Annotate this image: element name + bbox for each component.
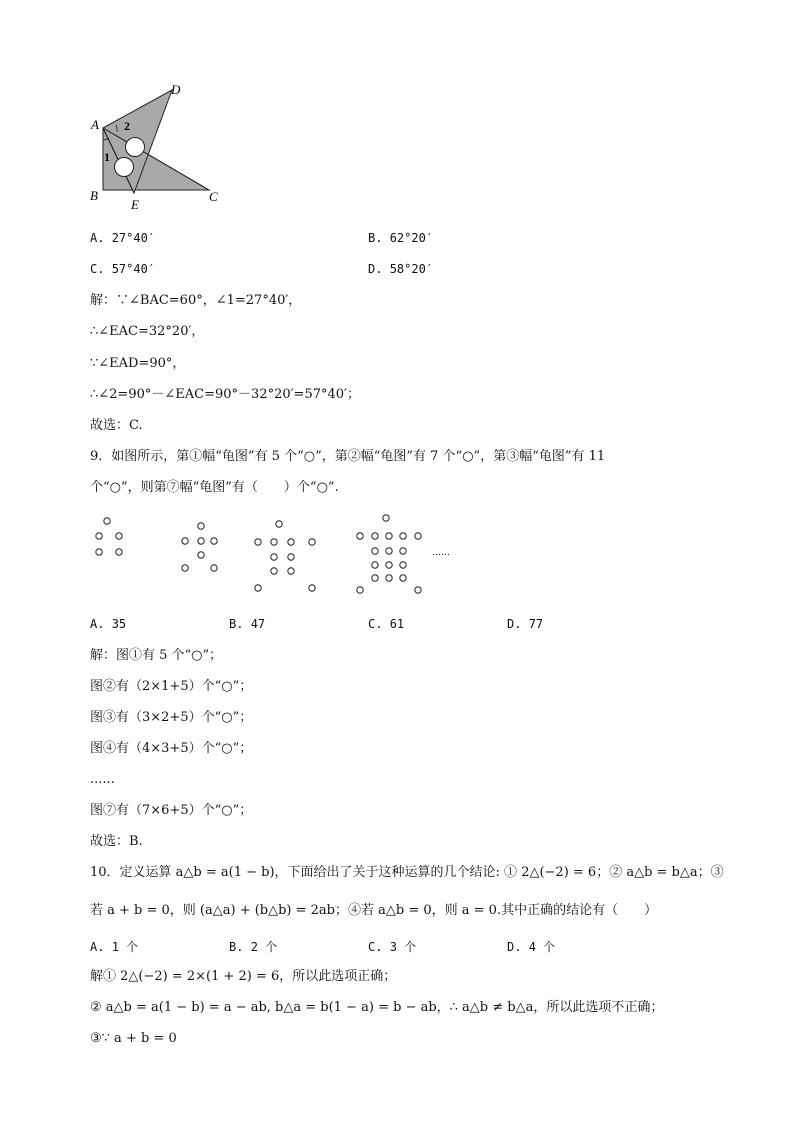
q9-option-b: [229, 617, 265, 631]
turtle-figures: [88, 510, 468, 600]
option-label: A.: [90, 231, 105, 245]
label-angle-2: 2: [124, 119, 130, 133]
q9-solution-line-1: 解：图①有 5 个“○”；: [90, 648, 223, 663]
turtle-figure-3: [255, 521, 315, 591]
option-label: C.: [90, 262, 105, 276]
option-label: B.: [229, 617, 244, 631]
q8-answer: 故选：C.: [90, 418, 143, 433]
option-label: B.: [368, 231, 383, 245]
option-value: 1 个: [111, 940, 139, 954]
label-b: B: [90, 188, 98, 203]
q9-answer: 故选：B.: [90, 834, 143, 849]
q10-solution-line-2: ② a△b = a(1 − b) = a − ab, b△a = b(1 − a) = b − ab，∴ a△b ≠ b△a，所以此选项不正确；: [90, 1000, 664, 1015]
label-e: E: [131, 197, 139, 212]
hole-circle-upper: [126, 138, 145, 157]
hole-circle-lower: [115, 158, 134, 177]
q10-option-c: [368, 938, 416, 955]
q10-solution-line-1: 解① 2△(−2) = 2×(1 + 2) = 6，所以此选项正确；: [90, 969, 397, 984]
option-value: 4 个: [528, 940, 556, 954]
q10-option-d: [507, 938, 555, 955]
label-d: D: [171, 82, 181, 97]
option-value: 3 个: [389, 940, 417, 954]
option-label: C.: [368, 617, 383, 631]
q9-solution-ellipsis: ......: [90, 772, 115, 787]
q8-option-b: [368, 231, 433, 245]
option-value: 2 个: [250, 940, 278, 954]
turtle-figure-1: [96, 518, 122, 555]
q8-option-a: [90, 231, 155, 245]
q10-option-a: [90, 938, 138, 955]
option-value: 27°40′: [111, 231, 156, 245]
option-value: 58°20′: [389, 262, 434, 276]
q9-option-c: [368, 617, 404, 631]
option-label: D.: [507, 617, 522, 631]
q9-solution-line-3: 图③有（3×2+5）个“○”；: [90, 710, 253, 725]
q8-solution-line-3: ∵∠EAD=90°，: [90, 356, 186, 371]
q10-stem-line-2: 若 a + b = 0，则 (a△a) + (b△b) = 2ab；④若 a△b = 0，则 a = 0.其中正确的结论有（ ）: [90, 903, 658, 918]
q8-solution-line-4: ∴∠2=90°－∠EAC=90°－32°20′=57°40′；: [90, 387, 360, 402]
q10-stem-line-1: 10．定义运算 a△b = a(1 − b)，下面给出了关于这种运算的几个结论: ① 2△(−2) = 6；② a△b = b△a；③: [90, 865, 724, 880]
option-value: 35: [111, 617, 127, 631]
turtle-ellipsis: ……: [432, 548, 450, 558]
q8-option-d: [368, 262, 433, 276]
q9-stem-line-1: 9．如图所示，第①幅“龟图”有 5 个“○”，第②幅“龟图”有 7 个“○”，第③幅“龟图”有 11: [90, 449, 606, 464]
option-value: 47: [250, 617, 266, 631]
q9-solution-line-2: 图②有（2×1+5）个“○”；: [90, 679, 253, 694]
label-angle-1: 1: [104, 150, 110, 164]
option-label: A.: [90, 617, 105, 631]
label-a: A: [91, 117, 99, 132]
q9-stem-line-2: 个“○”，则第⑦幅“龟图”有（ ）个“○”.: [90, 480, 339, 495]
q8-solution-line-2: ∴∠EAC=32°20′，: [90, 324, 205, 339]
option-value: 61: [389, 617, 405, 631]
q10-solution-line-3: ③∵ a + b = 0: [90, 1031, 177, 1046]
option-label: B.: [229, 940, 244, 954]
option-value: 57°40′: [111, 262, 156, 276]
q8-solution-line-1: 解：∵∠BAC=60°，∠1=27°40′，: [90, 293, 302, 308]
option-label: C.: [368, 940, 383, 954]
q9-solution-line-4: 图④有（4×3+5）个“○”；: [90, 741, 253, 756]
label-c: C: [209, 189, 218, 204]
option-label: D.: [368, 262, 383, 276]
triangle-figure: [84, 80, 244, 212]
option-label: A.: [90, 940, 105, 954]
q9-option-d: [507, 617, 543, 631]
q8-option-c: [90, 262, 155, 276]
q10-option-b: [229, 938, 277, 955]
option-value: 77: [528, 617, 544, 631]
q9-solution-line-7: 图⑦有（7×6+5）个“○”；: [90, 803, 253, 818]
turtle-figure-2: [182, 523, 217, 571]
turtle-figure-4: [357, 515, 421, 593]
option-value: 62°20′: [389, 231, 434, 245]
option-label: D.: [507, 940, 522, 954]
q9-option-a: [90, 617, 126, 631]
